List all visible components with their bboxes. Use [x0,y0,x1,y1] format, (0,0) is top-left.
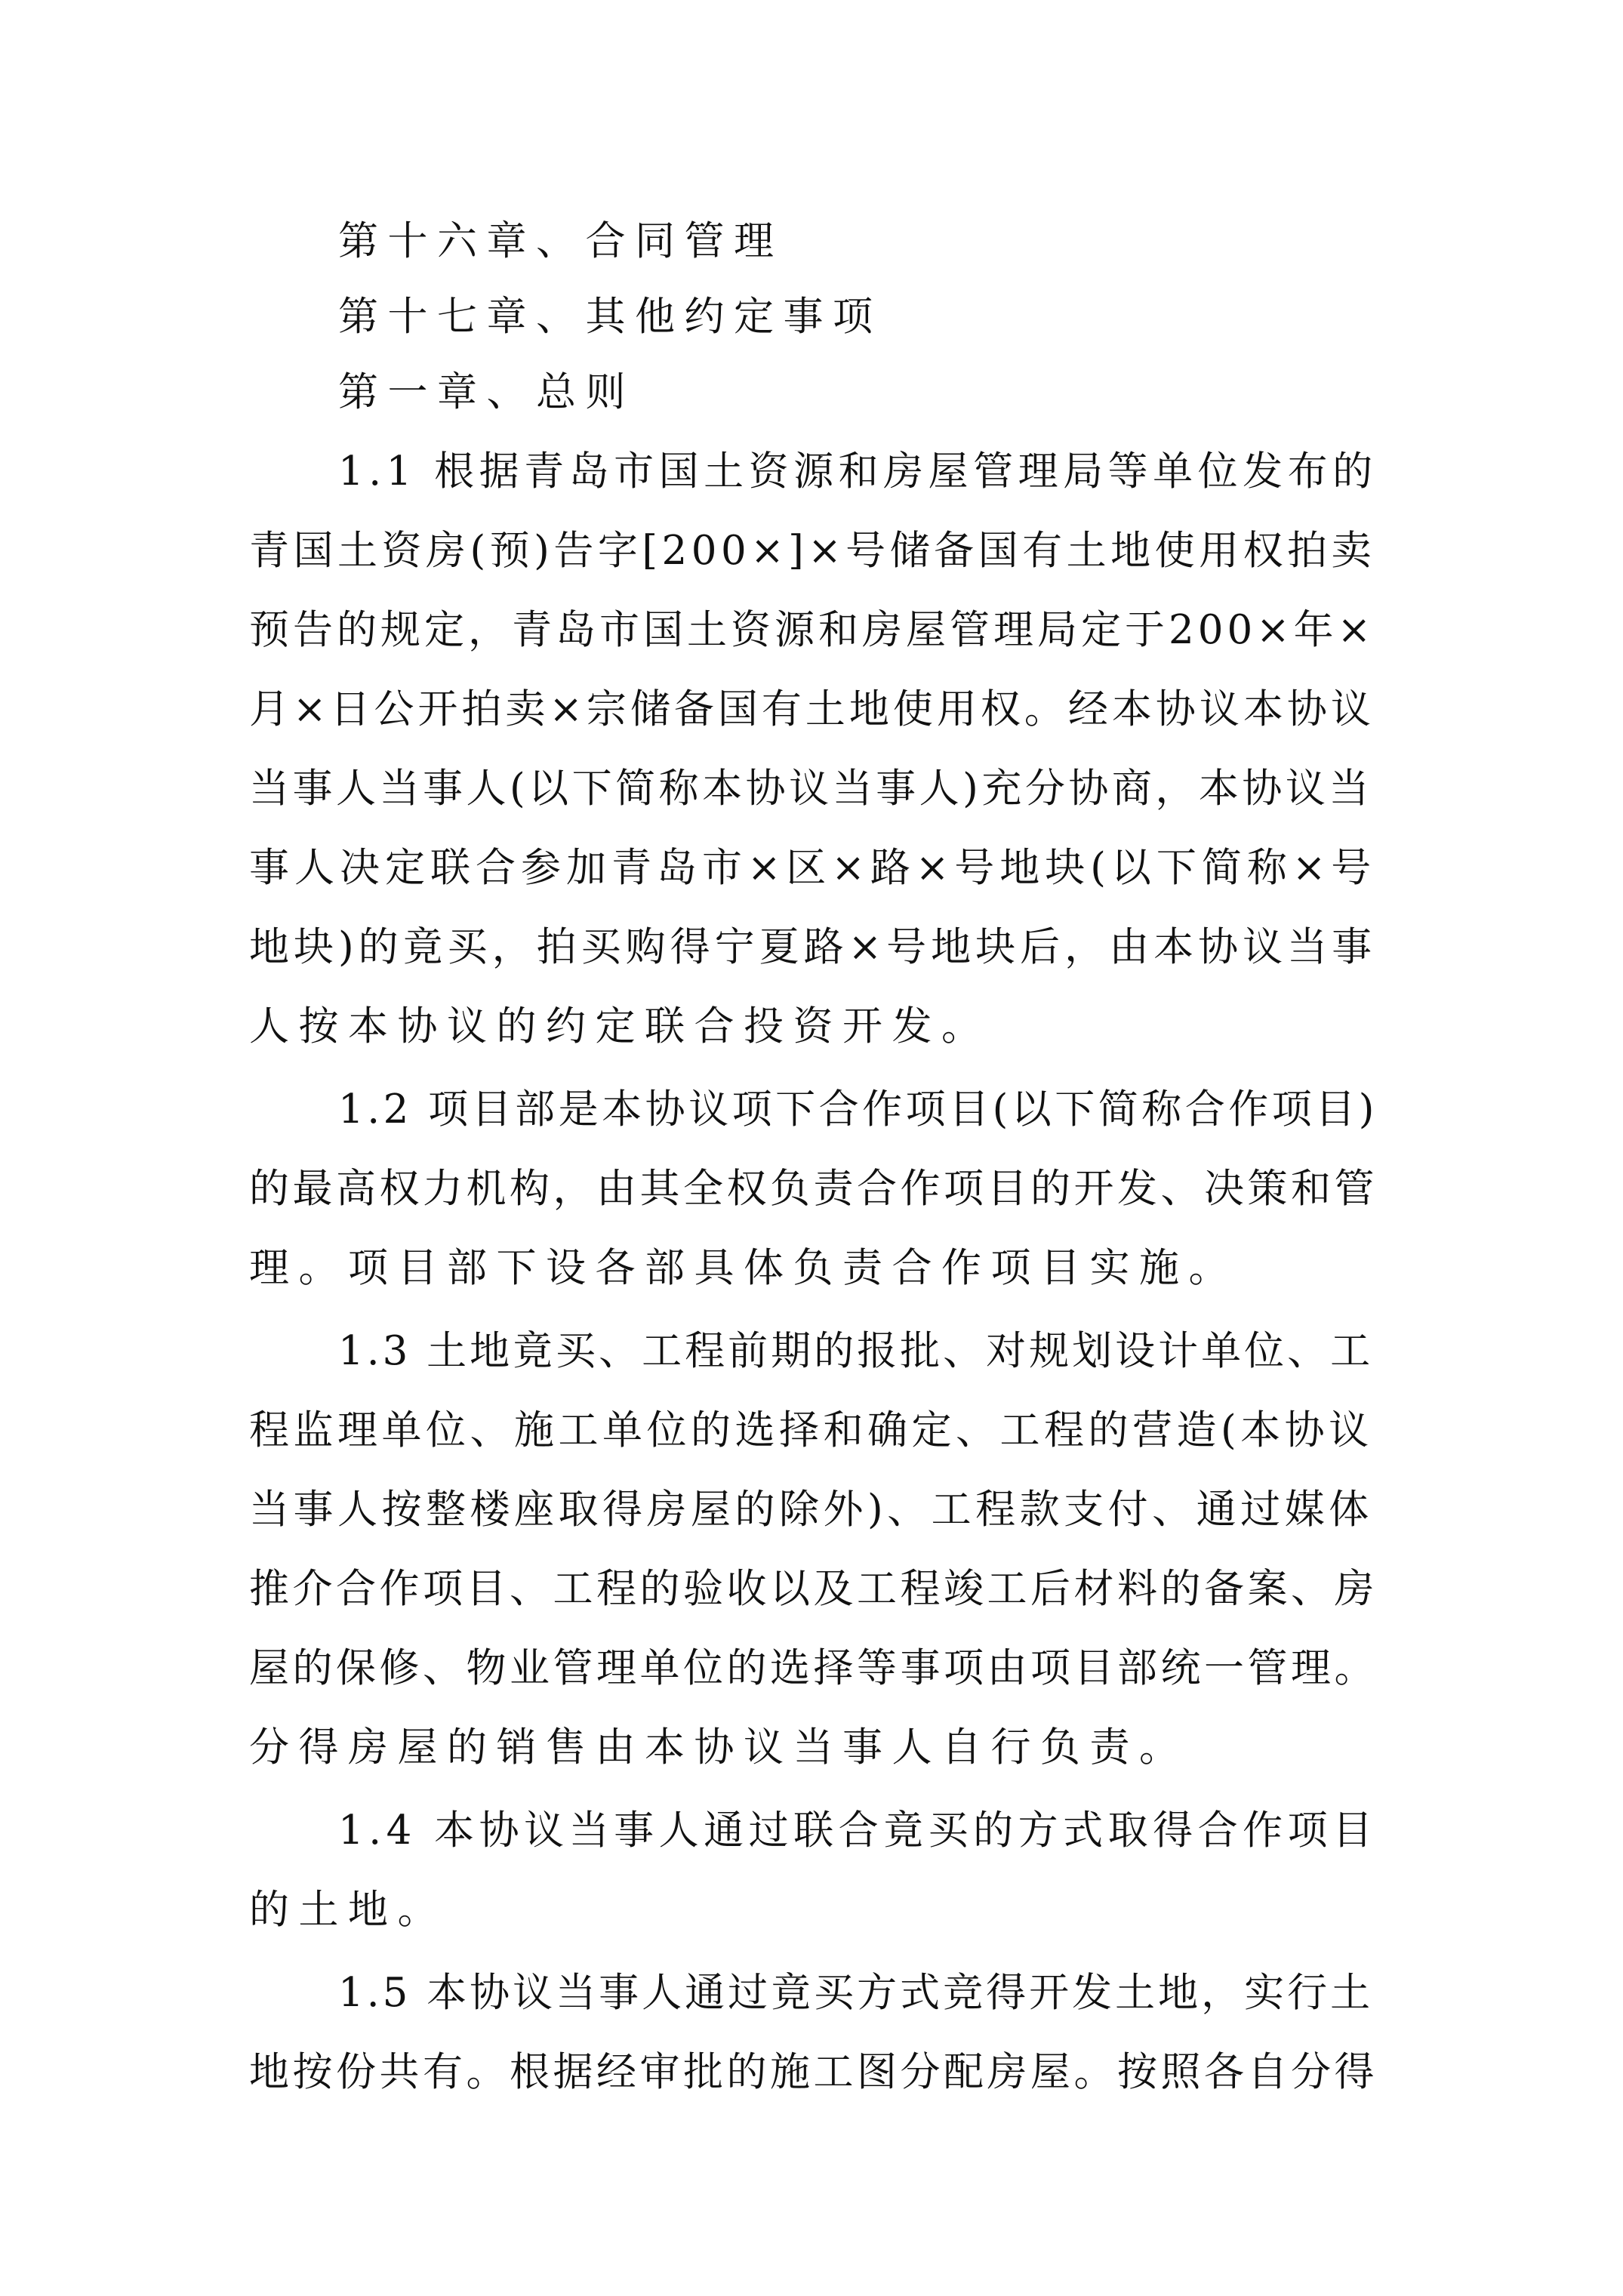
para-1-1-line-4: 月×日公开拍卖×宗储备国有土地使用权。经本协议本协议 [249,686,1375,732]
para-1-3-line-6: 分得房屋的销售由本协议当事人自行负责。 [249,1724,1189,1771]
para-1-1-line-1: 1.1 根据青岛市国土资源和房屋管理局等单位发布的 [338,448,1378,495]
para-1-1-line-7: 地块)的竟买，拍买购得宁夏路×号地块后，由本协议当事 [249,924,1377,970]
para-1-3-line-5: 屋的保修、物业管理单位的选择等事项由项目部统一管理。 [249,1645,1378,1691]
para-1-1-line-6: 事人决定联合参加青岛市×区×路×号地块(以下简称×号 [249,845,1377,891]
chapter-16-heading: 第十六章、合同管理 [338,218,784,264]
para-1-4-line-2: 的土地。 [249,1887,447,1933]
para-1-2-line-2: 的最高权力机构，由其全权负责合作项目的开发、决策和管 [249,1166,1378,1212]
para-1-3-line-3: 当事人按整楼座取得房屋的除外)、工程款支付、通过媒体 [249,1487,1373,1533]
para-1-3-line-2: 程监理单位、施工单位的选择和确定、工程的营造(本协议 [249,1407,1373,1453]
para-1-2-line-3: 理。项目部下设各部具体负责合作项目实施。 [249,1245,1238,1291]
para-1-1-line-2: 青国土资房(预)告字[200×]×号储备国有土地使用权拍卖 [249,528,1376,574]
para-1-3-line-4: 推介合作项目、工程的验收以及工程竣工后材料的备案、房 [249,1566,1378,1612]
chapter-17-heading: 第十七章、其他约定事项 [338,294,882,340]
para-1-1-line-5: 当事人当事人(以下简称本协议当事人)充分协商，本协议当 [249,766,1372,812]
para-1-1-line-8: 人按本协议的约定联合投资开发。 [249,1003,991,1049]
para-1-3-line-1: 1.3 土地竟买、工程前期的报批、对规划设计单位、工 [338,1328,1374,1374]
para-1-4-line-1: 1.4 本协议当事人通过联合竟买的方式取得合作项目 [338,1808,1378,1854]
chapter-1-heading: 第一章、总则 [338,369,635,415]
para-1-5-line-1: 1.5 本协议当事人通过竟买方式竞得开发土地，实行土 [338,1970,1374,2016]
para-1-1-line-3: 预告的规定，青岛市国土资源和房屋管理局定于200×年× [249,607,1375,653]
para-1-5-line-2: 地按份共有。根据经审批的施工图分配房屋。按照各自分得 [249,2049,1378,2095]
para-1-2-line-1: 1.2 项目部是本协议项下合作项目(以下简称合作项目) [338,1086,1378,1133]
